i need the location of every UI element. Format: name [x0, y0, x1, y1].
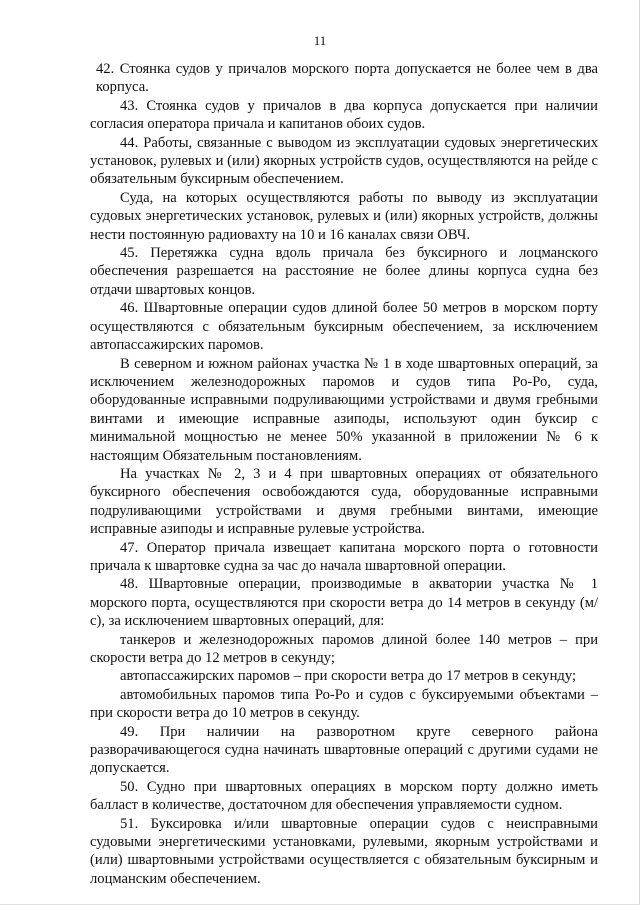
page-number: 11 [313, 33, 327, 48]
paragraph-48-tankers: танкеров и железнодорожных паромов длиной более 140 метров – при скорости ветра до 12 метров в секунду; [90, 631, 598, 666]
paragraph-47: 47. Оператор причала извещает капитана морского порта о готовности причала к швартовке судна за час до начала швартовной операции. [90, 539, 598, 574]
paragraph-43: 43. Стоянка судов у причалов в два корпуса допускается при наличии согласия оператора причала и капитанов обоих судов. [90, 97, 598, 133]
paragraph-46-north-south: В северном и южном районах участка № 1 в ходе швартовных операций, за исключением железнодорожных паромов и судов типа Ро-Ро, суда, оборудованные исправными подруливающими устройствами и двумя гребными винтами и имеющие исправные азиподы, используют один буксир с минимальной мощностью не менее 50% указанной в приложении № 6 к настоящим Обязательным постановлениям. [90, 355, 598, 464]
paragraph-44-radio-watch: Суда, на которых осуществляются работы по выводу из эксплуатации судовых энергетических установок, рулевых и (или) якорных устройств, должны нести постоянную радиовахту на 10 и 16 каналах связи ОВЧ. [90, 189, 598, 243]
paragraph-44: 44. Работы, связанные с выводом из эксплуатации судовых энергетических установок, рулевых и (или) якорных устройств судов, осуществляются на рейде с обязательным буксирным обеспечением. [90, 134, 598, 188]
paragraph-45: 45. Перетяжка судна вдоль причала без буксирного и лоцманского обеспечения разрешается на расстояние не более длины корпуса судна без отдачи швартовых концов. [90, 245, 598, 298]
paragraph-48-auto-passenger: автопассажирских паромов – при скорости ветра до 17 метров в секунду; [120, 668, 576, 685]
paragraph-51: 51. Буксировка и/или швартовные операции судов с неисправными судовыми энергетическими установками, рулевыми, якорным устройствами и (или) швартовными устройствами осуществляется с обязательным буксирным и лоцманским обеспечением. [90, 815, 598, 887]
document-body [90, 60, 598, 888]
paragraph-50: 50. Судно при швартовных операциях в морском порту должно иметь балласт в количестве, достаточном для обеспечения управляемости судном. [90, 778, 598, 814]
paragraph-42: 42. Стоянка судов у причалов морского порта допускается не более чем в два корпуса. [96, 61, 598, 96]
paragraph-49: 49. При наличии на разворотном круге северного района разворачивающегося судна начинать швартовные операций с другими судами не допускается. [90, 723, 598, 777]
paragraph-48-ro-ro: автомобильных паромов типа Ро-Ро и судов с буксируемыми объектами – при скорости ветра до 10 метров в секунду. [90, 686, 598, 722]
paragraph-46-sections-2-4: На участках № 2, 3 и 4 при швартовных операциях от обязательного буксирного обеспечения освобождаются суда, оборудованные исправными подруливающими устройствами и двумя гребными винтами, имеющие исправные азиподы и исправные рулевые устройства. [90, 465, 598, 538]
paragraph-48: 48. Швартовные операции, производимые в акватории участка № 1 морского порта, осуществляются при скорости ветра до 14 метров в секунду (м/с), за исключением швартовных операций, для: [90, 576, 598, 630]
paragraph-46: 46. Швартовные операции судов длиной более 50 метров в морском порту осуществляются с обязательным буксирным обеспечением, за исключением автопассажирских паромов. [90, 300, 598, 354]
